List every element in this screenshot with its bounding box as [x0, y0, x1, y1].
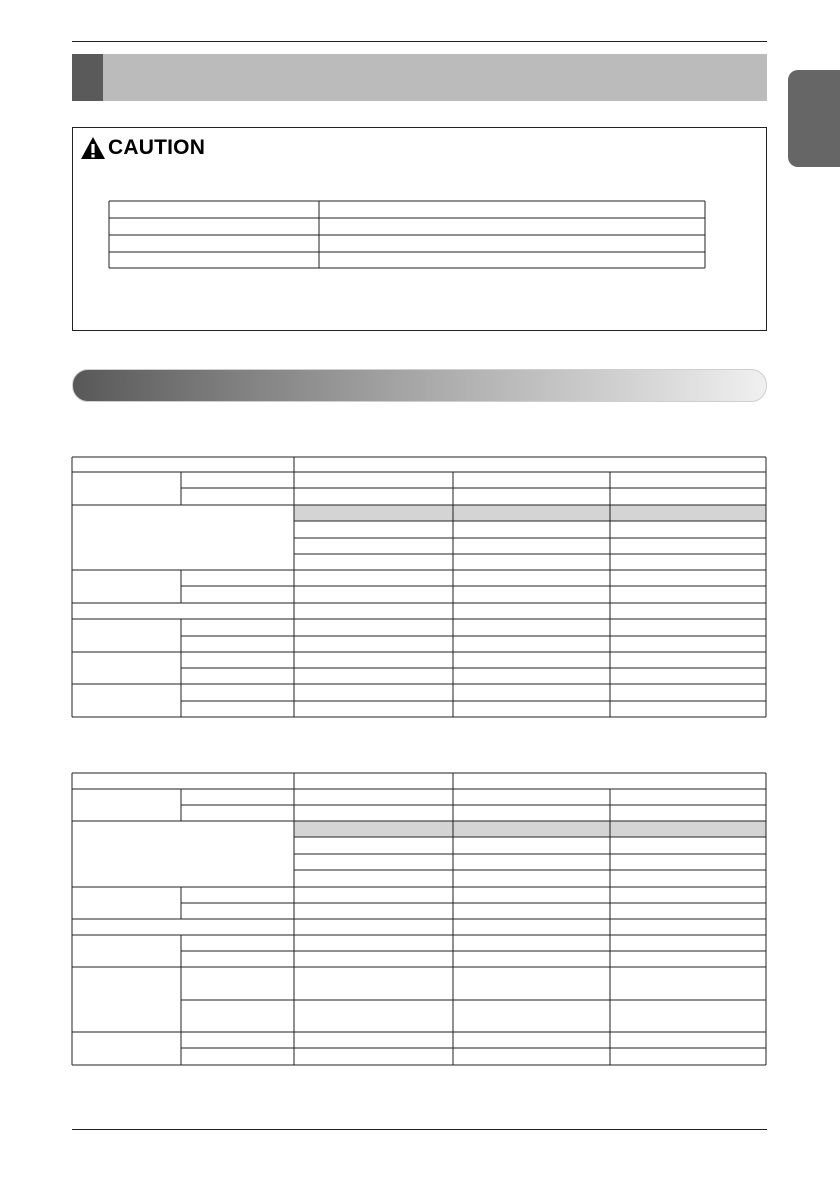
caution-label: CAUTION: [108, 136, 206, 159]
spec-table-2: [72, 773, 766, 1065]
bottom-rule: [72, 1129, 767, 1130]
spec-table-1: [72, 457, 766, 717]
caution-table: [109, 201, 705, 268]
section-title-pill: [72, 369, 767, 402]
shaded-cell: [294, 821, 766, 837]
shaded-cell: [294, 505, 766, 521]
